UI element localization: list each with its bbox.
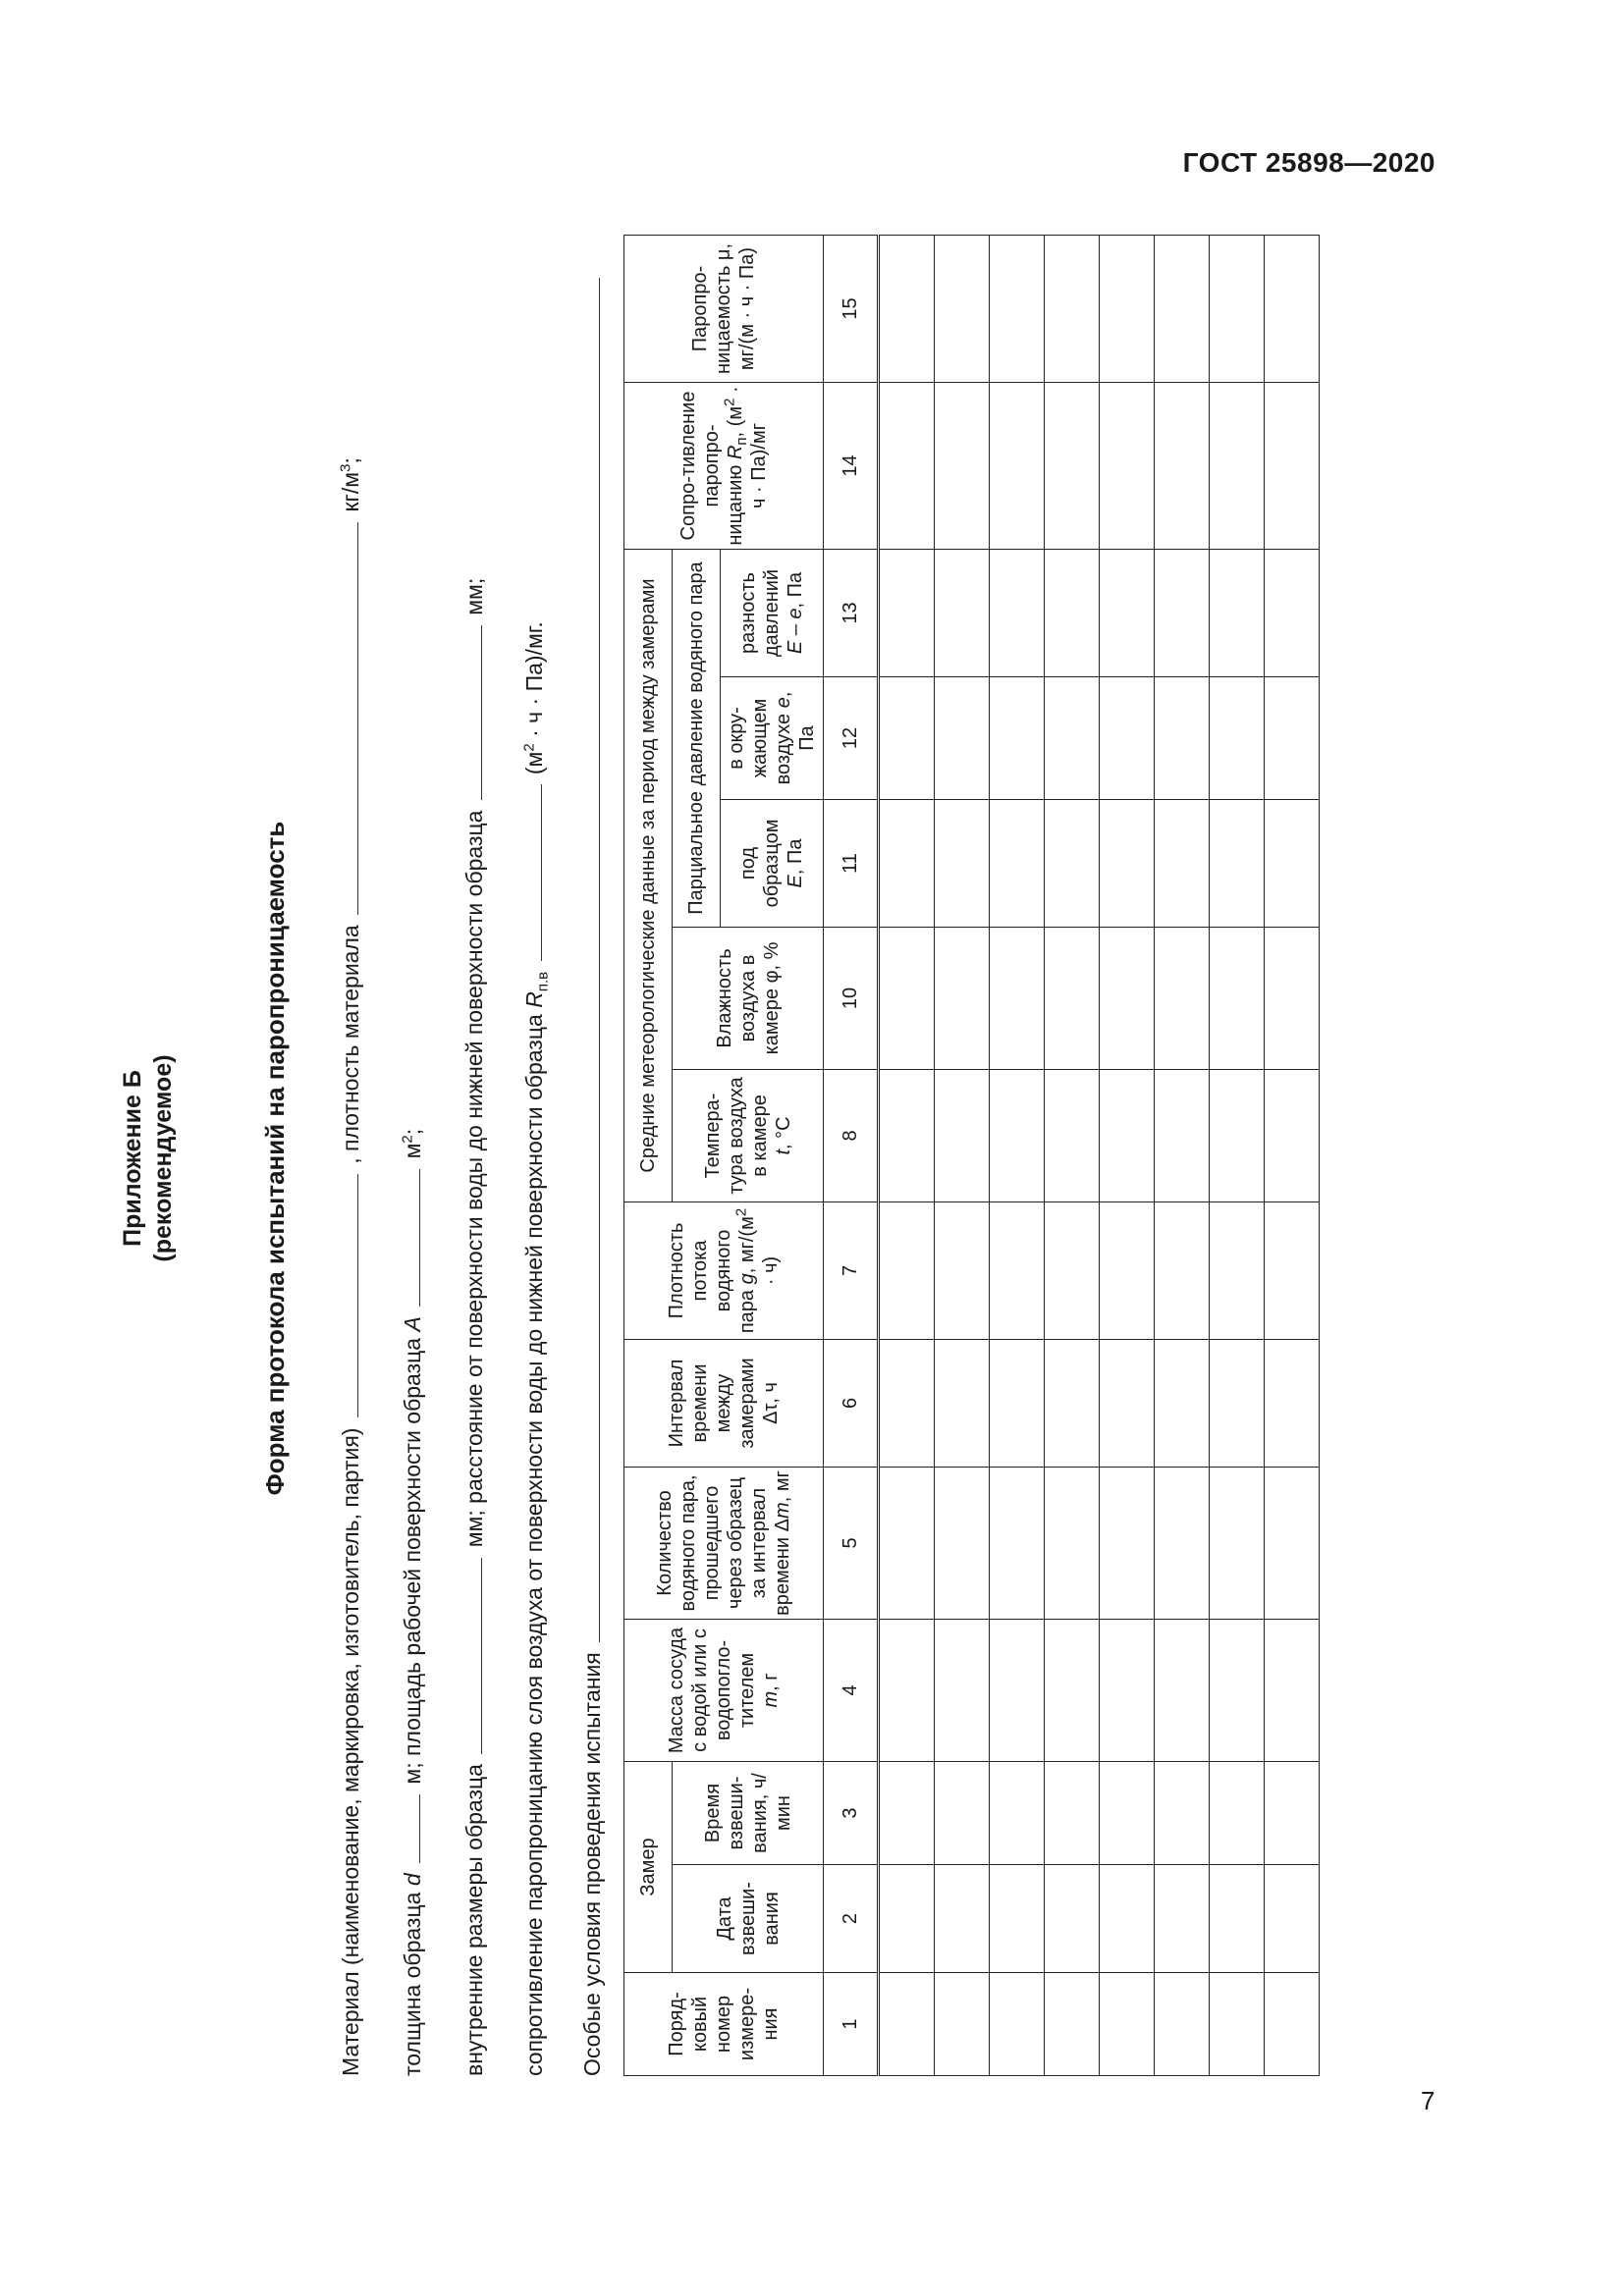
table-cell[interactable] xyxy=(1155,382,1210,549)
table-cell[interactable] xyxy=(879,1619,935,1761)
table-cell[interactable] xyxy=(1155,676,1210,799)
table-cell[interactable] xyxy=(1045,549,1100,676)
table-cell[interactable] xyxy=(1265,1761,1320,1864)
table-cell[interactable] xyxy=(935,235,990,382)
table-cell[interactable] xyxy=(1265,382,1320,549)
table-cell[interactable] xyxy=(990,235,1045,382)
distance-label: мм; расстояние от поверхности воды до нижней поверхности образца xyxy=(461,810,487,1548)
table-cell[interactable] xyxy=(1155,1069,1210,1201)
table-cell[interactable] xyxy=(1045,799,1100,927)
header-col13: разность давлений E – e, Па xyxy=(721,549,824,676)
header-col3: Время взвеши-вания, ч/мин xyxy=(673,1761,824,1864)
table-cell[interactable] xyxy=(1100,1201,1155,1339)
table-row xyxy=(990,235,1045,2075)
protocol-table xyxy=(623,235,1320,2076)
header-col14: Сопро-тивление паропро-ницанию $R_п$, $(м^2 \cdot ч \cdot Па)/мг$ xyxy=(624,382,824,549)
column-number: 8 xyxy=(824,1069,879,1201)
table-cell[interactable] xyxy=(1100,676,1155,799)
table-cell[interactable] xyxy=(935,676,990,799)
resistance-field: сопротивление паропроницанию слоя воздуха от поверхности воды до нижней поверхности образца $R_{п.в}$ $(м^2 \cdot ч \cdot Па)/мг$. xyxy=(520,621,552,2076)
table-cell[interactable] xyxy=(1155,549,1210,676)
column-number: 3 xyxy=(824,1761,879,1864)
column-number: 12 xyxy=(824,676,879,799)
table-cell[interactable] xyxy=(1210,235,1265,382)
table-cell[interactable] xyxy=(1100,549,1155,676)
thickness-unit: м; площадь рабочей поверхности образца xyxy=(400,1331,425,1785)
table-cell[interactable] xyxy=(935,1973,990,2076)
table-cell[interactable] xyxy=(1100,235,1155,382)
table-cell[interactable] xyxy=(1155,235,1210,382)
table-cell[interactable] xyxy=(1155,927,1210,1069)
table-cell[interactable] xyxy=(990,799,1045,927)
table-cell[interactable] xyxy=(1265,1973,1320,2076)
inner-size-label: внутренние размеры образца xyxy=(461,1764,487,2076)
page-number: 7 xyxy=(1421,2086,1435,2115)
table-cell[interactable] xyxy=(990,1467,1045,1619)
table-cell[interactable] xyxy=(1210,1201,1265,1339)
table-cell[interactable] xyxy=(1045,1973,1100,2076)
table-cell[interactable] xyxy=(990,1339,1045,1467)
header-col8: Темпера-тура воздуха в камере t, °С xyxy=(673,1069,824,1201)
table-cell[interactable] xyxy=(1045,1069,1100,1201)
table-cell[interactable] xyxy=(935,1761,990,1864)
table-cell[interactable] xyxy=(1045,1201,1100,1339)
table-cell[interactable] xyxy=(879,1865,935,1973)
area-unit: м xyxy=(400,1143,425,1159)
table-cell[interactable] xyxy=(935,1069,990,1201)
header-col5: Количество водяного пара, прошедшего через образец за интервал времени Δm, мг xyxy=(624,1467,824,1619)
table-cell[interactable] xyxy=(1045,1467,1100,1619)
table-cell[interactable] xyxy=(1210,1865,1265,1973)
table-cell[interactable] xyxy=(935,1865,990,1973)
table-cell[interactable] xyxy=(1155,1467,1210,1619)
header-col12: в окру-жающем воздухе e, Па xyxy=(721,676,824,799)
table-cell[interactable] xyxy=(935,1339,990,1467)
table-cell[interactable] xyxy=(1100,1069,1155,1201)
table-cell[interactable] xyxy=(1265,1339,1320,1467)
column-number-row xyxy=(824,235,879,2075)
table-row xyxy=(1155,235,1210,2075)
table-row xyxy=(879,235,935,2075)
table-cell[interactable] xyxy=(1045,235,1100,382)
table-cell[interactable] xyxy=(990,1865,1045,1973)
header-col15: Паропро-ницаемость μ, мг/(м · ч · Па) xyxy=(624,235,824,382)
header-col10: Влажность воздуха в камере φ, % xyxy=(673,927,824,1069)
density-unit: кг/м xyxy=(338,471,363,512)
density-label: , плотность материала xyxy=(338,925,363,1164)
table-cell[interactable] xyxy=(1210,1339,1265,1467)
table-row xyxy=(1045,235,1100,2075)
inner-size-field xyxy=(460,578,489,2076)
header-col1: Поряд-ковый номер измере-ния xyxy=(624,1973,824,2076)
special-conditions-field xyxy=(577,240,607,2076)
table-cell[interactable] xyxy=(1155,1761,1210,1864)
table-cell[interactable] xyxy=(935,1619,990,1761)
material-field: Материал (наименование, маркировка, изготовитель, партия) , плотность материала $кг/м^3$; xyxy=(337,457,363,2076)
table-cell[interactable] xyxy=(935,799,990,927)
density-blank[interactable] xyxy=(336,522,358,915)
table-cell[interactable] xyxy=(879,1069,935,1201)
table-cell[interactable] xyxy=(990,382,1045,549)
table-cell[interactable] xyxy=(1045,676,1100,799)
annex-heading xyxy=(118,236,179,2081)
distance-blank[interactable] xyxy=(460,625,482,800)
form-title: Форма протокола испытаний на паропроницаемость xyxy=(260,821,290,1496)
material-blank[interactable] xyxy=(336,1174,358,1417)
table-cell[interactable] xyxy=(1045,1865,1100,1973)
table-cell[interactable] xyxy=(1265,1467,1320,1619)
table-cell[interactable] xyxy=(1100,1761,1155,1864)
header-col7: Плотность потока водяного пара g, $мг/(м^2 \cdot ч)$ xyxy=(624,1201,824,1339)
table-cell[interactable] xyxy=(990,1619,1045,1761)
table-cell[interactable] xyxy=(1045,1339,1100,1467)
annex-title: Приложение Б xyxy=(119,1070,146,1247)
special-label: Особые условия проведения испытания xyxy=(579,1652,605,2076)
header-meteo: Средние метеорологические данные за период между замерами xyxy=(624,549,673,1201)
thickness-label: толщина образца xyxy=(400,1886,425,2076)
table-cell[interactable] xyxy=(990,1201,1045,1339)
table-cell[interactable] xyxy=(1210,382,1265,549)
table-cell[interactable] xyxy=(1100,1619,1155,1761)
table-cell[interactable] xyxy=(1210,1761,1265,1864)
table-cell[interactable] xyxy=(1265,927,1320,1069)
table-cell[interactable] xyxy=(990,549,1045,676)
table-cell[interactable] xyxy=(990,1973,1045,2076)
column-number: 13 xyxy=(824,549,879,676)
header-partial: Парциальное давление водяного пара xyxy=(673,549,721,927)
column-number: 11 xyxy=(824,799,879,927)
table-row xyxy=(935,235,990,2075)
thickness-field: толщина образца d м; площадь рабочей поверхности образца A $м^2$; xyxy=(399,1128,425,2076)
resistance-blank[interactable] xyxy=(519,785,542,962)
table-row xyxy=(1100,235,1155,2075)
table-cell[interactable] xyxy=(1210,549,1265,676)
column-number: 14 xyxy=(824,382,879,549)
table-cell[interactable] xyxy=(1100,1865,1155,1973)
table-cell[interactable] xyxy=(879,799,935,927)
table-cell[interactable] xyxy=(1155,1339,1210,1467)
header-col2: Дата взвеши-вания xyxy=(673,1865,824,1973)
table-cell[interactable] xyxy=(935,382,990,549)
table-cell[interactable] xyxy=(935,927,990,1069)
table-cell[interactable] xyxy=(990,927,1045,1069)
inner-size-blank[interactable] xyxy=(460,1558,482,1754)
rotated-form xyxy=(118,236,1463,2081)
material-label: Материал (наименование, маркировка, изготовитель, партия) xyxy=(338,1427,363,2076)
header-col4: Масса сосуда с водой или с водопогло-тителем m, г xyxy=(624,1619,824,1761)
table-cell[interactable] xyxy=(1045,382,1100,549)
table-cell[interactable] xyxy=(879,1973,935,2076)
table-cell[interactable] xyxy=(879,1201,935,1339)
table-cell[interactable] xyxy=(1155,1865,1210,1973)
table-cell[interactable] xyxy=(1100,382,1155,549)
table-cell[interactable] xyxy=(1265,235,1320,382)
table-cell[interactable] xyxy=(990,676,1045,799)
column-number: 1 xyxy=(824,1973,879,2076)
column-number: 2 xyxy=(824,1865,879,1973)
table-cell[interactable] xyxy=(1155,799,1210,927)
table-cell[interactable] xyxy=(1265,1069,1320,1201)
table-cell[interactable] xyxy=(1265,549,1320,676)
table-cell[interactable] xyxy=(1210,676,1265,799)
table-cell[interactable] xyxy=(879,235,935,382)
table-cell[interactable] xyxy=(1045,1619,1100,1761)
column-number: 15 xyxy=(824,235,879,382)
table-cell[interactable] xyxy=(1265,1865,1320,1973)
table-cell[interactable] xyxy=(935,1201,990,1339)
table-cell[interactable] xyxy=(1210,927,1265,1069)
table-cell[interactable] xyxy=(879,927,935,1069)
area-blank[interactable] xyxy=(398,1169,420,1307)
table-cell[interactable] xyxy=(1100,1467,1155,1619)
table-cell[interactable] xyxy=(1100,927,1155,1069)
table-cell[interactable] xyxy=(990,1069,1045,1201)
column-number: 5 xyxy=(824,1467,879,1619)
thickness-blank[interactable] xyxy=(398,1794,420,1863)
table-cell[interactable] xyxy=(1155,1973,1210,2076)
table-cell[interactable] xyxy=(1045,1761,1100,1864)
table-cell[interactable] xyxy=(1265,799,1320,927)
table-cell[interactable] xyxy=(1100,799,1155,927)
header-col11: под образцом E, Па xyxy=(721,799,824,927)
table-cell[interactable] xyxy=(1265,676,1320,799)
table-cell[interactable] xyxy=(879,676,935,799)
table-cell[interactable] xyxy=(935,1467,990,1619)
table-cell[interactable] xyxy=(1210,1467,1265,1619)
table-cell[interactable] xyxy=(879,382,935,549)
column-number: 7 xyxy=(824,1201,879,1339)
table-cell[interactable] xyxy=(1210,1069,1265,1201)
table-cell[interactable] xyxy=(1155,1619,1210,1761)
table-row xyxy=(1265,235,1320,2075)
table-cell[interactable] xyxy=(879,1467,935,1619)
thickness-var: d xyxy=(400,1873,425,1887)
header-col6: Интервал времени между замерами Δτ, ч xyxy=(624,1339,824,1467)
column-number: 6 xyxy=(824,1339,879,1467)
table-cell[interactable] xyxy=(1045,927,1100,1069)
column-number: 10 xyxy=(824,927,879,1069)
table-cell[interactable] xyxy=(990,1761,1045,1864)
table-cell[interactable] xyxy=(1210,1619,1265,1761)
header-zamer: Замер xyxy=(624,1761,673,1972)
header-row-1 xyxy=(624,235,673,2075)
table-cell[interactable] xyxy=(879,549,935,676)
distance-unit: мм; xyxy=(461,577,487,615)
area-var: A xyxy=(400,1316,425,1332)
table-cell[interactable] xyxy=(1100,1339,1155,1467)
table-cell[interactable] xyxy=(1210,1973,1265,2076)
special-blank[interactable] xyxy=(577,278,600,1642)
table-cell[interactable] xyxy=(1210,799,1265,927)
resistance-unit: (м xyxy=(521,751,547,775)
table-row xyxy=(1210,235,1265,2075)
resistance-label: сопротивление паропроницанию слоя воздуха от поверхности воды до нижней поверхности образца xyxy=(521,1007,547,2076)
table-cell[interactable] xyxy=(1265,1619,1320,1761)
table-cell[interactable] xyxy=(935,549,990,676)
resistance-var: R xyxy=(521,991,547,1008)
column-number: 4 xyxy=(824,1619,879,1761)
table-cell[interactable] xyxy=(1100,1973,1155,2076)
table-cell[interactable] xyxy=(879,1761,935,1864)
table-cell[interactable] xyxy=(1265,1201,1320,1339)
table-cell[interactable] xyxy=(1155,1201,1210,1339)
standard-number: ГОСТ 25898—2020 xyxy=(1182,147,1435,178)
table-cell[interactable] xyxy=(879,1339,935,1467)
empty-rows xyxy=(879,235,1320,2075)
annex-subtitle: (рекомендуемое) xyxy=(149,1054,177,1262)
